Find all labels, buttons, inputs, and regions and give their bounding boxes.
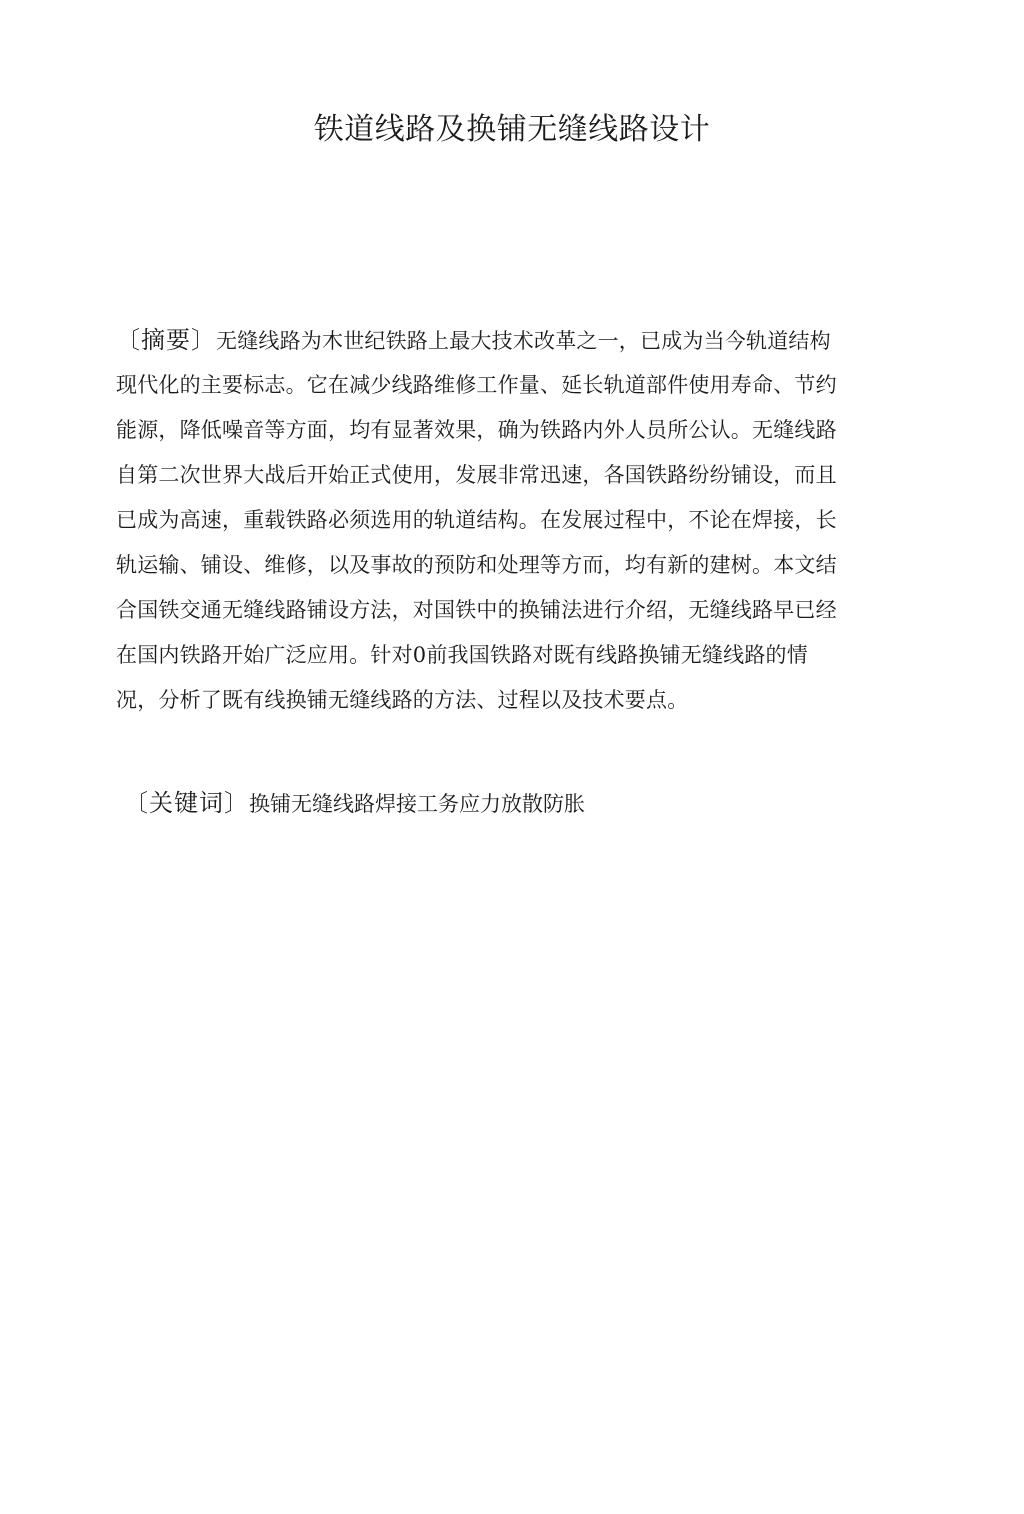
keywords-label: 〔关键词〕 — [124, 789, 249, 817]
abstract-line: 合国铁交通无缝线路铺设方法，对国铁中的换铺法进行介绍，无缝线路早已经 — [116, 598, 837, 622]
abstract-line: 况，分析了既有线换铺无缝线路的方法、过程以及技术要点。 — [116, 688, 689, 712]
abstract-line: 已成为高速，重载铁路必须选用的轨道结构。在发展过程中，不论在焊接，长 — [116, 508, 837, 532]
abstract-line: 自第二次世界大战后开始正式使用，发展非常迅速，各国铁路纷纷铺设，而且 — [116, 463, 837, 487]
abstract-section — [116, 318, 876, 723]
abstract-line: 能源，降低噪音等方面，均有显著效果，确为铁路内外人员所公认。无缝线路 — [116, 418, 837, 442]
abstract-line: 轨运输、铺设、维修，以及事故的预防和处理等方而，均有新的建树。本文结 — [116, 553, 837, 577]
abstract-line: 现代化的主要标志。它在减少线路维修工作量、延长轨道部件使用寿命、节约 — [116, 373, 837, 397]
keywords-text: 换铺无缝线路焊接工务应力放散防胀 — [249, 792, 585, 816]
keywords-section — [124, 781, 884, 826]
abstract-line — [116, 318, 876, 363]
abstract-label: 〔摘要〕 — [116, 326, 216, 354]
abstract-line: 在国内铁路开始广泛应用。针对0前我国铁路对既有线路换铺无缝线路的情 — [116, 643, 808, 667]
abstract-text: 无缝线路为木世纪铁路上最大技术改革之一，已成为当今轨道结构 — [216, 329, 831, 353]
document-title: 铁道线路及换铺无缝线路设计 — [313, 112, 711, 147]
